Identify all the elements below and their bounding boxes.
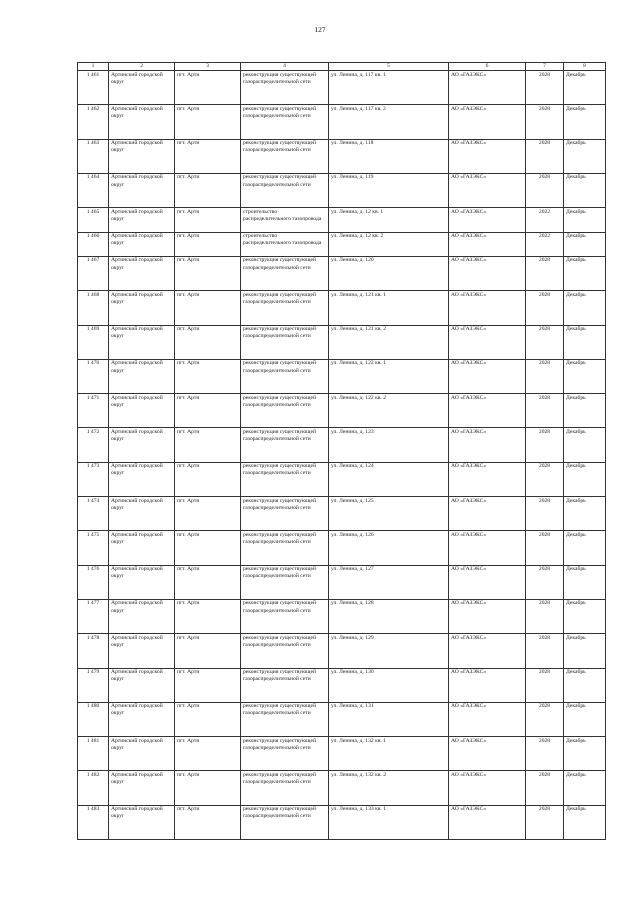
organization-cell: АО «ГАЗЭКС» bbox=[449, 256, 526, 290]
month-cell: Декабрь bbox=[564, 462, 606, 496]
row-number-cell: 1 469 bbox=[78, 325, 109, 359]
address-cell: ул. Ленина, д. 120 bbox=[329, 256, 449, 290]
row-number-cell: 1 465 bbox=[78, 208, 109, 232]
organization-cell: АО «ГАЗЭКС» bbox=[449, 702, 526, 736]
table-row bbox=[78, 139, 606, 173]
table-row bbox=[78, 668, 606, 702]
organization-cell: АО «ГАЗЭКС» bbox=[449, 462, 526, 496]
organization-cell: АО «ГАЗЭКС» bbox=[449, 208, 526, 232]
settlement-cell: пгт. Арти bbox=[175, 737, 241, 771]
work-type-cell: реконструкция существующей газораспределительной сети bbox=[241, 173, 329, 207]
year-cell: 2028 bbox=[526, 634, 564, 668]
organization-cell: АО «ГАЗЭКС» bbox=[449, 531, 526, 565]
year-cell: 2028 bbox=[526, 702, 564, 736]
row-number-cell: 1 462 bbox=[78, 105, 109, 139]
district-cell: Артинский городской округ bbox=[109, 173, 175, 207]
row-number-cell: 1 467 bbox=[78, 256, 109, 290]
address-cell: ул. Ленина, д. 122 кв. 1 bbox=[329, 359, 449, 393]
work-type-cell: реконструкция существующей газораспределительной сети bbox=[241, 771, 329, 805]
month-cell: Декабрь bbox=[564, 208, 606, 232]
settlement-cell: пгт. Арти bbox=[175, 325, 241, 359]
district-cell: Артинский городской округ bbox=[109, 359, 175, 393]
district-cell: Артинский городской округ bbox=[109, 565, 175, 599]
district-cell: Артинский городской округ bbox=[109, 256, 175, 290]
organization-cell: АО «ГАЗЭКС» bbox=[449, 232, 526, 256]
table-row bbox=[78, 771, 606, 805]
year-cell: 2028 bbox=[526, 256, 564, 290]
month-cell: Декабрь bbox=[564, 173, 606, 207]
district-cell: Артинский городской округ bbox=[109, 634, 175, 668]
year-cell: 2028 bbox=[526, 71, 564, 105]
work-type-cell: реконструкция существующей газораспределительной сети bbox=[241, 531, 329, 565]
work-type-cell: реконструкция существующей газораспределительной сети bbox=[241, 71, 329, 105]
row-number-cell: 1 481 bbox=[78, 737, 109, 771]
table-row bbox=[78, 325, 606, 359]
settlement-cell: пгт. Арти bbox=[175, 291, 241, 325]
month-cell: Декабрь bbox=[564, 325, 606, 359]
district-cell: Артинский городской округ bbox=[109, 139, 175, 173]
address-cell: ул. Ленина, д. 119 bbox=[329, 173, 449, 207]
year-cell: 2028 bbox=[526, 565, 564, 599]
month-cell: Декабрь bbox=[564, 428, 606, 462]
work-type-cell: реконструкция существующей газораспределительной сети bbox=[241, 702, 329, 736]
settlement-cell: пгт. Арти bbox=[175, 359, 241, 393]
row-number-cell: 1 466 bbox=[78, 232, 109, 256]
address-cell: ул. Ленина, д. 117 кв. 1 bbox=[329, 71, 449, 105]
table-row bbox=[78, 394, 606, 428]
district-cell: Артинский городской округ bbox=[109, 394, 175, 428]
work-type-cell: реконструкция существующей газораспределительной сети bbox=[241, 634, 329, 668]
month-cell: Декабрь bbox=[564, 71, 606, 105]
settlement-cell: пгт. Арти bbox=[175, 71, 241, 105]
district-cell: Артинский городской округ bbox=[109, 105, 175, 139]
work-type-cell: реконструкция существующей газораспределительной сети bbox=[241, 737, 329, 771]
table-row bbox=[78, 565, 606, 599]
address-cell: ул. Ленина, д. 133 кв. 1 bbox=[329, 805, 449, 839]
district-cell: Артинский городской округ bbox=[109, 462, 175, 496]
settlement-cell: пгт. Арти bbox=[175, 428, 241, 462]
work-type-cell: реконструкция существующей газораспределительной сети bbox=[241, 256, 329, 290]
table-row bbox=[78, 599, 606, 633]
row-number-cell: 1 475 bbox=[78, 531, 109, 565]
year-cell: 2022 bbox=[526, 208, 564, 232]
settlement-cell: пгт. Арти bbox=[175, 634, 241, 668]
address-cell: ул. Ленина, д. 118 bbox=[329, 139, 449, 173]
row-number-cell: 1 474 bbox=[78, 497, 109, 531]
district-cell: Артинский городской округ bbox=[109, 702, 175, 736]
settlement-cell: пгт. Арти bbox=[175, 462, 241, 496]
column-header: 2 bbox=[109, 63, 175, 71]
table-row bbox=[78, 531, 606, 565]
page-number: 127 bbox=[314, 25, 326, 34]
work-type-cell: реконструкция существующей газораспределительной сети bbox=[241, 105, 329, 139]
year-cell: 2028 bbox=[526, 394, 564, 428]
work-type-cell: реконструкция существующей газораспределительной сети bbox=[241, 599, 329, 633]
month-cell: Декабрь bbox=[564, 805, 606, 839]
address-cell: ул. Ленина, д. 12 кв. 2 bbox=[329, 232, 449, 256]
address-cell: ул. Ленина, д. 132 кв. 1 bbox=[329, 737, 449, 771]
row-number-cell: 1 468 bbox=[78, 291, 109, 325]
row-number-cell: 1 473 bbox=[78, 462, 109, 496]
district-cell: Артинский городской округ bbox=[109, 497, 175, 531]
table-row bbox=[78, 173, 606, 207]
year-cell: 2028 bbox=[526, 497, 564, 531]
row-number-cell: 1 470 bbox=[78, 359, 109, 393]
year-cell: 2028 bbox=[526, 805, 564, 839]
month-cell: Декабрь bbox=[564, 359, 606, 393]
address-cell: ул. Ленина, д. 132 кв. 2 bbox=[329, 771, 449, 805]
address-cell: ул. Ленина, д. 128 bbox=[329, 599, 449, 633]
settlement-cell: пгт. Арти bbox=[175, 805, 241, 839]
settlement-cell: пгт. Арти bbox=[175, 771, 241, 805]
column-header: 3 bbox=[175, 63, 241, 71]
organization-cell: АО «ГАЗЭКС» bbox=[449, 394, 526, 428]
month-cell: Декабрь bbox=[564, 497, 606, 531]
work-type-cell: реконструкция существующей газораспределительной сети bbox=[241, 394, 329, 428]
work-type-cell: реконструкция существующей газораспределительной сети bbox=[241, 497, 329, 531]
month-cell: Декабрь bbox=[564, 394, 606, 428]
organization-cell: АО «ГАЗЭКС» bbox=[449, 105, 526, 139]
year-cell: 2028 bbox=[526, 668, 564, 702]
table-row bbox=[78, 462, 606, 496]
month-cell: Декабрь bbox=[564, 599, 606, 633]
year-cell: 2028 bbox=[526, 325, 564, 359]
table-row bbox=[78, 634, 606, 668]
settlement-cell: пгт. Арти bbox=[175, 208, 241, 232]
month-cell: Декабрь bbox=[564, 531, 606, 565]
year-cell: 2028 bbox=[526, 173, 564, 207]
work-type-cell: реконструкция существующей газораспределительной сети bbox=[241, 291, 329, 325]
table-row bbox=[78, 208, 606, 232]
work-type-cell: реконструкция существующей газораспределительной сети bbox=[241, 359, 329, 393]
settlement-cell: пгт. Арти bbox=[175, 394, 241, 428]
table-row bbox=[78, 256, 606, 290]
district-cell: Артинский городской округ bbox=[109, 771, 175, 805]
organization-cell: АО «ГАЗЭКС» bbox=[449, 291, 526, 325]
settlement-cell: пгт. Арти bbox=[175, 256, 241, 290]
month-cell: Декабрь bbox=[564, 634, 606, 668]
address-cell: ул. Ленина, д. 117 кв. 2 bbox=[329, 105, 449, 139]
column-header: 8 bbox=[564, 63, 606, 71]
district-cell: Артинский городской округ bbox=[109, 599, 175, 633]
organization-cell: АО «ГАЗЭКС» bbox=[449, 737, 526, 771]
row-number-cell: 1 476 bbox=[78, 565, 109, 599]
settlement-cell: пгт. Арти bbox=[175, 173, 241, 207]
settlement-cell: пгт. Арти bbox=[175, 531, 241, 565]
organization-cell: АО «ГАЗЭКС» bbox=[449, 497, 526, 531]
organization-cell: АО «ГАЗЭКС» bbox=[449, 428, 526, 462]
organization-cell: АО «ГАЗЭКС» bbox=[449, 771, 526, 805]
row-number-cell: 1 478 bbox=[78, 634, 109, 668]
table-row bbox=[78, 737, 606, 771]
district-cell: Артинский городской округ bbox=[109, 428, 175, 462]
settlement-cell: пгт. Арти bbox=[175, 565, 241, 599]
month-cell: Декабрь bbox=[564, 737, 606, 771]
work-type-cell: реконструкция существующей газораспределительной сети bbox=[241, 668, 329, 702]
year-cell: 2028 bbox=[526, 737, 564, 771]
district-cell: Артинский городской округ bbox=[109, 325, 175, 359]
row-number-cell: 1 463 bbox=[78, 139, 109, 173]
settlement-cell: пгт. Арти bbox=[175, 139, 241, 173]
year-cell: 2028 bbox=[526, 359, 564, 393]
gasification-schedule-table bbox=[77, 62, 606, 840]
row-number-cell: 1 471 bbox=[78, 394, 109, 428]
table-row bbox=[78, 497, 606, 531]
month-cell: Декабрь bbox=[564, 668, 606, 702]
month-cell: Декабрь bbox=[564, 771, 606, 805]
settlement-cell: пгт. Арти bbox=[175, 105, 241, 139]
year-cell: 2028 bbox=[526, 139, 564, 173]
organization-cell: АО «ГАЗЭКС» bbox=[449, 359, 526, 393]
settlement-cell: пгт. Арти bbox=[175, 497, 241, 531]
address-cell: ул. Ленина, д. 125 bbox=[329, 497, 449, 531]
table-row bbox=[78, 71, 606, 105]
work-type-cell: реконструкция существующей газораспределительной сети bbox=[241, 139, 329, 173]
address-cell: ул. Ленина, д. 130 bbox=[329, 668, 449, 702]
work-type-cell: реконструкция существующей газораспределительной сети bbox=[241, 462, 329, 496]
table-row bbox=[78, 702, 606, 736]
district-cell: Артинский городской округ bbox=[109, 805, 175, 839]
row-number-cell: 1 472 bbox=[78, 428, 109, 462]
work-type-cell: строительство распределительного газопровода bbox=[241, 208, 329, 232]
year-cell: 2028 bbox=[526, 105, 564, 139]
address-cell: ул. Ленина, д. 123 bbox=[329, 428, 449, 462]
month-cell: Декабрь bbox=[564, 702, 606, 736]
year-cell: 2022 bbox=[526, 232, 564, 256]
row-number-cell: 1 477 bbox=[78, 599, 109, 633]
address-cell: ул. Ленина, д. 127 bbox=[329, 565, 449, 599]
work-type-cell: строительство распределительного газопровода bbox=[241, 232, 329, 256]
row-number-cell: 1 483 bbox=[78, 805, 109, 839]
address-cell: ул. Ленина, д. 122 кв. 2 bbox=[329, 394, 449, 428]
row-number-cell: 1 479 bbox=[78, 668, 109, 702]
organization-cell: АО «ГАЗЭКС» bbox=[449, 634, 526, 668]
organization-cell: АО «ГАЗЭКС» bbox=[449, 805, 526, 839]
row-number-cell: 1 464 bbox=[78, 173, 109, 207]
table-row bbox=[78, 291, 606, 325]
address-cell: ул. Ленина, д. 124 bbox=[329, 462, 449, 496]
row-number-cell: 1 461 bbox=[78, 71, 109, 105]
organization-cell: АО «ГАЗЭКС» bbox=[449, 71, 526, 105]
district-cell: Артинский городской округ bbox=[109, 531, 175, 565]
table-row bbox=[78, 105, 606, 139]
address-cell: ул. Ленина, д. 126 bbox=[329, 531, 449, 565]
address-cell: ул. Ленина, д. 12 кв. 1 bbox=[329, 208, 449, 232]
month-cell: Декабрь bbox=[564, 232, 606, 256]
settlement-cell: пгт. Арти bbox=[175, 702, 241, 736]
year-cell: 2028 bbox=[526, 599, 564, 633]
table-row bbox=[78, 232, 606, 256]
column-header: 4 bbox=[241, 63, 329, 71]
district-cell: Артинский городской округ bbox=[109, 208, 175, 232]
settlement-cell: пгт. Арти bbox=[175, 668, 241, 702]
district-cell: Артинский городской округ bbox=[109, 232, 175, 256]
settlement-cell: пгт. Арти bbox=[175, 599, 241, 633]
month-cell: Декабрь bbox=[564, 291, 606, 325]
month-cell: Декабрь bbox=[564, 105, 606, 139]
month-cell: Декабрь bbox=[564, 139, 606, 173]
month-cell: Декабрь bbox=[564, 565, 606, 599]
settlement-cell: пгт. Арти bbox=[175, 232, 241, 256]
organization-cell: АО «ГАЗЭКС» bbox=[449, 599, 526, 633]
organization-cell: АО «ГАЗЭКС» bbox=[449, 668, 526, 702]
column-number-row bbox=[78, 63, 606, 71]
organization-cell: АО «ГАЗЭКС» bbox=[449, 173, 526, 207]
column-header: 6 bbox=[449, 63, 526, 71]
table-row bbox=[78, 359, 606, 393]
year-cell: 2028 bbox=[526, 291, 564, 325]
row-number-cell: 1 480 bbox=[78, 702, 109, 736]
work-type-cell: реконструкция существующей газораспределительной сети bbox=[241, 428, 329, 462]
work-type-cell: реконструкция существующей газораспределительной сети bbox=[241, 325, 329, 359]
organization-cell: АО «ГАЗЭКС» bbox=[449, 565, 526, 599]
address-cell: ул. Ленина, д. 129 bbox=[329, 634, 449, 668]
table-row bbox=[78, 805, 606, 839]
row-number-cell: 1 482 bbox=[78, 771, 109, 805]
year-cell: 2028 bbox=[526, 771, 564, 805]
district-cell: Артинский городской округ bbox=[109, 291, 175, 325]
address-cell: ул. Ленина, д. 131 bbox=[329, 702, 449, 736]
column-header: 1 bbox=[78, 63, 109, 71]
column-header: 7 bbox=[526, 63, 564, 71]
table-row bbox=[78, 428, 606, 462]
year-cell: 2028 bbox=[526, 428, 564, 462]
organization-cell: АО «ГАЗЭКС» bbox=[449, 139, 526, 173]
year-cell: 2028 bbox=[526, 531, 564, 565]
month-cell: Декабрь bbox=[564, 256, 606, 290]
column-header: 5 bbox=[329, 63, 449, 71]
address-cell: ул. Ленина, д. 121 кв. 2 bbox=[329, 325, 449, 359]
work-type-cell: реконструкция существующей газораспределительной сети bbox=[241, 805, 329, 839]
address-cell: ул. Ленина, д. 121 кв. 1 bbox=[329, 291, 449, 325]
district-cell: Артинский городской округ bbox=[109, 668, 175, 702]
district-cell: Артинский городской округ bbox=[109, 737, 175, 771]
organization-cell: АО «ГАЗЭКС» bbox=[449, 325, 526, 359]
district-cell: Артинский городской округ bbox=[109, 71, 175, 105]
work-type-cell: реконструкция существующей газораспределительной сети bbox=[241, 565, 329, 599]
year-cell: 2028 bbox=[526, 462, 564, 496]
